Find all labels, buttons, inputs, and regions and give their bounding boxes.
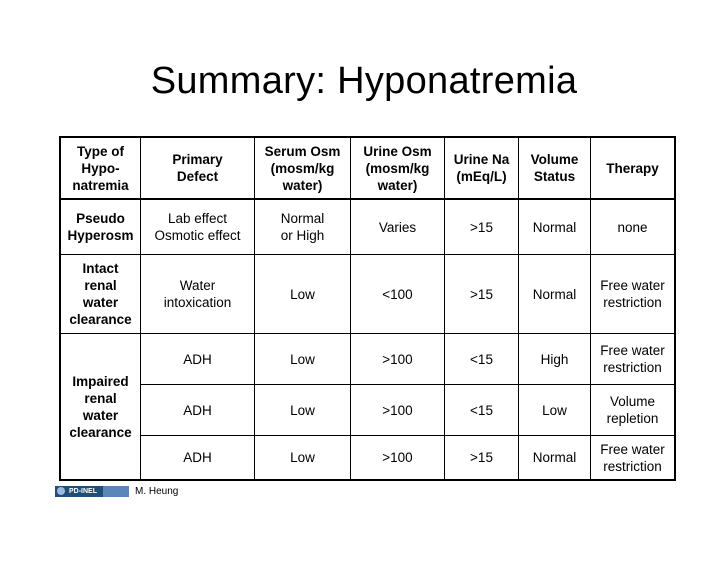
table-cell: Volume repletion <box>591 385 675 436</box>
table-row <box>61 436 675 480</box>
table-cell: ADH <box>141 436 255 480</box>
table-row <box>61 199 675 255</box>
header-primary-defect: Primary Defect <box>141 138 255 200</box>
table-cell: Normal <box>519 436 591 480</box>
table-cell: >100 <box>351 334 445 385</box>
table-cell: Free water restriction <box>591 255 675 334</box>
slide-title: Summary: Hyponatremia <box>150 60 578 102</box>
group-label: Intact renal water clearance <box>61 255 141 334</box>
table-cell: Normal or High <box>255 199 351 255</box>
table-cell: >100 <box>351 436 445 480</box>
table-row <box>61 334 675 385</box>
header-urine-na: Urine Na (mEq/L) <box>445 138 519 200</box>
slide-footer <box>55 485 178 497</box>
table-cell: Free water restriction <box>591 334 675 385</box>
table-cell: Varies <box>351 199 445 255</box>
table-cell: none <box>591 199 675 255</box>
table-cell: Water intoxication <box>141 255 255 334</box>
header-type: Type of Hypo- natremia <box>61 138 141 200</box>
table-row <box>61 255 675 334</box>
table-cell: Lab effect Osmotic effect <box>141 199 255 255</box>
table-cell: Low <box>255 255 351 334</box>
logo-stripe-icon <box>103 486 129 497</box>
logo-mark-icon <box>57 487 65 495</box>
table-cell: >100 <box>351 385 445 436</box>
institution-logo <box>55 486 129 497</box>
header-urine-osm: Urine Osm (mosm/kg water) <box>351 138 445 200</box>
summary-table <box>60 137 675 480</box>
table-row <box>61 385 675 436</box>
header-therapy: Therapy <box>591 138 675 200</box>
table-cell: >15 <box>445 199 519 255</box>
table-cell: ADH <box>141 334 255 385</box>
table-cell: <15 <box>445 385 519 436</box>
table-cell: Normal <box>519 255 591 334</box>
table-cell: Low <box>255 334 351 385</box>
table-cell: High <box>519 334 591 385</box>
author-credit: M. Heung <box>135 485 179 497</box>
table-cell: Free water restriction <box>591 436 675 480</box>
table-cell: <100 <box>351 255 445 334</box>
table-cell: >15 <box>445 436 519 480</box>
header-volume-status: Volume Status <box>519 138 591 200</box>
table-cell: Low <box>255 385 351 436</box>
table-cell: Low <box>519 385 591 436</box>
header-serum-osm: Serum Osm (mosm/kg water) <box>255 138 351 200</box>
table-cell: ADH <box>141 385 255 436</box>
group-label: Impaired renal water clearance <box>61 334 141 480</box>
group-label: Pseudo Hyperosm <box>61 199 141 255</box>
table-header-row <box>61 138 675 200</box>
table-cell: Normal <box>519 199 591 255</box>
logo-text: PD-INEL <box>69 487 97 495</box>
table-cell: <15 <box>445 334 519 385</box>
table-cell: >15 <box>445 255 519 334</box>
table-cell: Low <box>255 436 351 480</box>
